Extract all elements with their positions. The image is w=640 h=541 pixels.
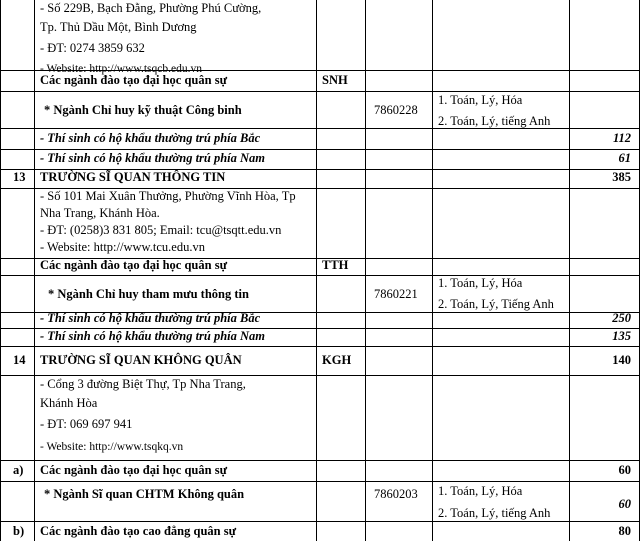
school-name: TRƯỜNG SĨ QUAN KHÔNG QUÂN [40, 353, 242, 367]
row-number: b) [13, 524, 25, 538]
quota: 140 [612, 353, 631, 367]
school-name: TRƯỜNG SĨ QUAN THÔNG TIN [40, 170, 226, 184]
major-name: * Ngành Sĩ quan CHTM Không quân [44, 487, 245, 501]
subject-combinations [438, 273, 554, 315]
row-number: 13 [13, 170, 26, 184]
subject-combination: 2. Toán, Lý, tiếng Anh [438, 506, 551, 520]
address-line: - Số 229B, Bạch Đằng, Phường Phú Cường, [40, 1, 262, 15]
address-line: - Website: http://www.tsqcb.edu.vn [40, 63, 202, 75]
quota: 135 [612, 329, 631, 343]
candidate-group: - Thí sinh có hộ khẩu thường trú phía Bắc [40, 311, 261, 325]
major-name: * Ngành Chỉ huy tham mưu thông tin [48, 287, 249, 301]
school-code: SNH [322, 73, 348, 87]
subject-combinations [438, 90, 550, 132]
subject-combination: 1. Toán, Lý, Hóa [438, 93, 523, 107]
major-code: 7860203 [374, 487, 418, 501]
school-address [40, 375, 246, 459]
candidate-group: - Thí sinh có hộ khẩu thường trú phía Nam [40, 329, 266, 343]
address-line: Khánh Hòa [40, 396, 98, 410]
quota: 385 [612, 170, 631, 184]
subject-combinations [438, 480, 550, 524]
address-line: - ĐT: 069 697 941 [40, 417, 133, 431]
program-group-name: Các ngành đào tạo cao đẳng quân sự [40, 524, 237, 538]
address-line: - Website: http://www.tsqkq.vn [40, 441, 184, 453]
subject-combination: 1. Toán, Lý, Hóa [438, 276, 523, 290]
school-code: KGH [322, 353, 352, 367]
subject-combination: 2. Toán, Lý, tiếng Anh [438, 114, 551, 128]
quota: 112 [612, 131, 631, 145]
row-number: 14 [13, 353, 26, 367]
candidate-group: - Thí sinh có hộ khẩu thường trú phía Bắc [40, 131, 261, 145]
address-line: - ĐT: (0258)3 831 805; Email: tcu@tsqtt.edu.vn [40, 223, 282, 237]
major-name: * Ngành Chỉ huy kỹ thuật Công binh [44, 103, 242, 117]
address-line: - Website: http://www.tcu.edu.vn [40, 240, 205, 254]
quota: 250 [612, 311, 631, 325]
quota: 60 [618, 463, 631, 477]
row-number: a) [13, 463, 24, 477]
school-code: TTH [322, 258, 349, 272]
school-address [40, 0, 261, 78]
program-group-name: Các ngành đào tạo đại học quân sự [40, 463, 228, 477]
major-code: 7860228 [374, 103, 418, 117]
program-group-name: Các ngành đào tạo đại học quân sự [40, 258, 228, 272]
quota: 61 [618, 151, 631, 165]
quota: 60 [618, 497, 631, 511]
major-code: 7860221 [374, 287, 418, 301]
quota: 80 [618, 524, 631, 538]
subject-combination: 2. Toán, Lý, Tiếng Anh [438, 297, 554, 311]
subject-combination: 1. Toán, Lý, Hóa [438, 484, 523, 498]
candidate-group: - Thí sinh có hộ khẩu thường trú phía Nam [40, 151, 266, 165]
address-line: - Số 101 Mai Xuân Thưởng, Phường Vĩnh Hòa, Tp [40, 189, 296, 203]
address-line: Tp. Thủ Dầu Một, Bình Dương [40, 20, 197, 34]
program-group-name: Các ngành đào tạo đại học quân sự [40, 73, 228, 87]
address-line: Nha Trang, Khánh Hòa. [40, 206, 160, 220]
address-line: - Cổng 3 đường Biệt Thự, Tp Nha Trang, [40, 377, 246, 391]
address-line: - ĐT: 0274 3859 632 [40, 41, 145, 55]
school-address [40, 188, 296, 256]
